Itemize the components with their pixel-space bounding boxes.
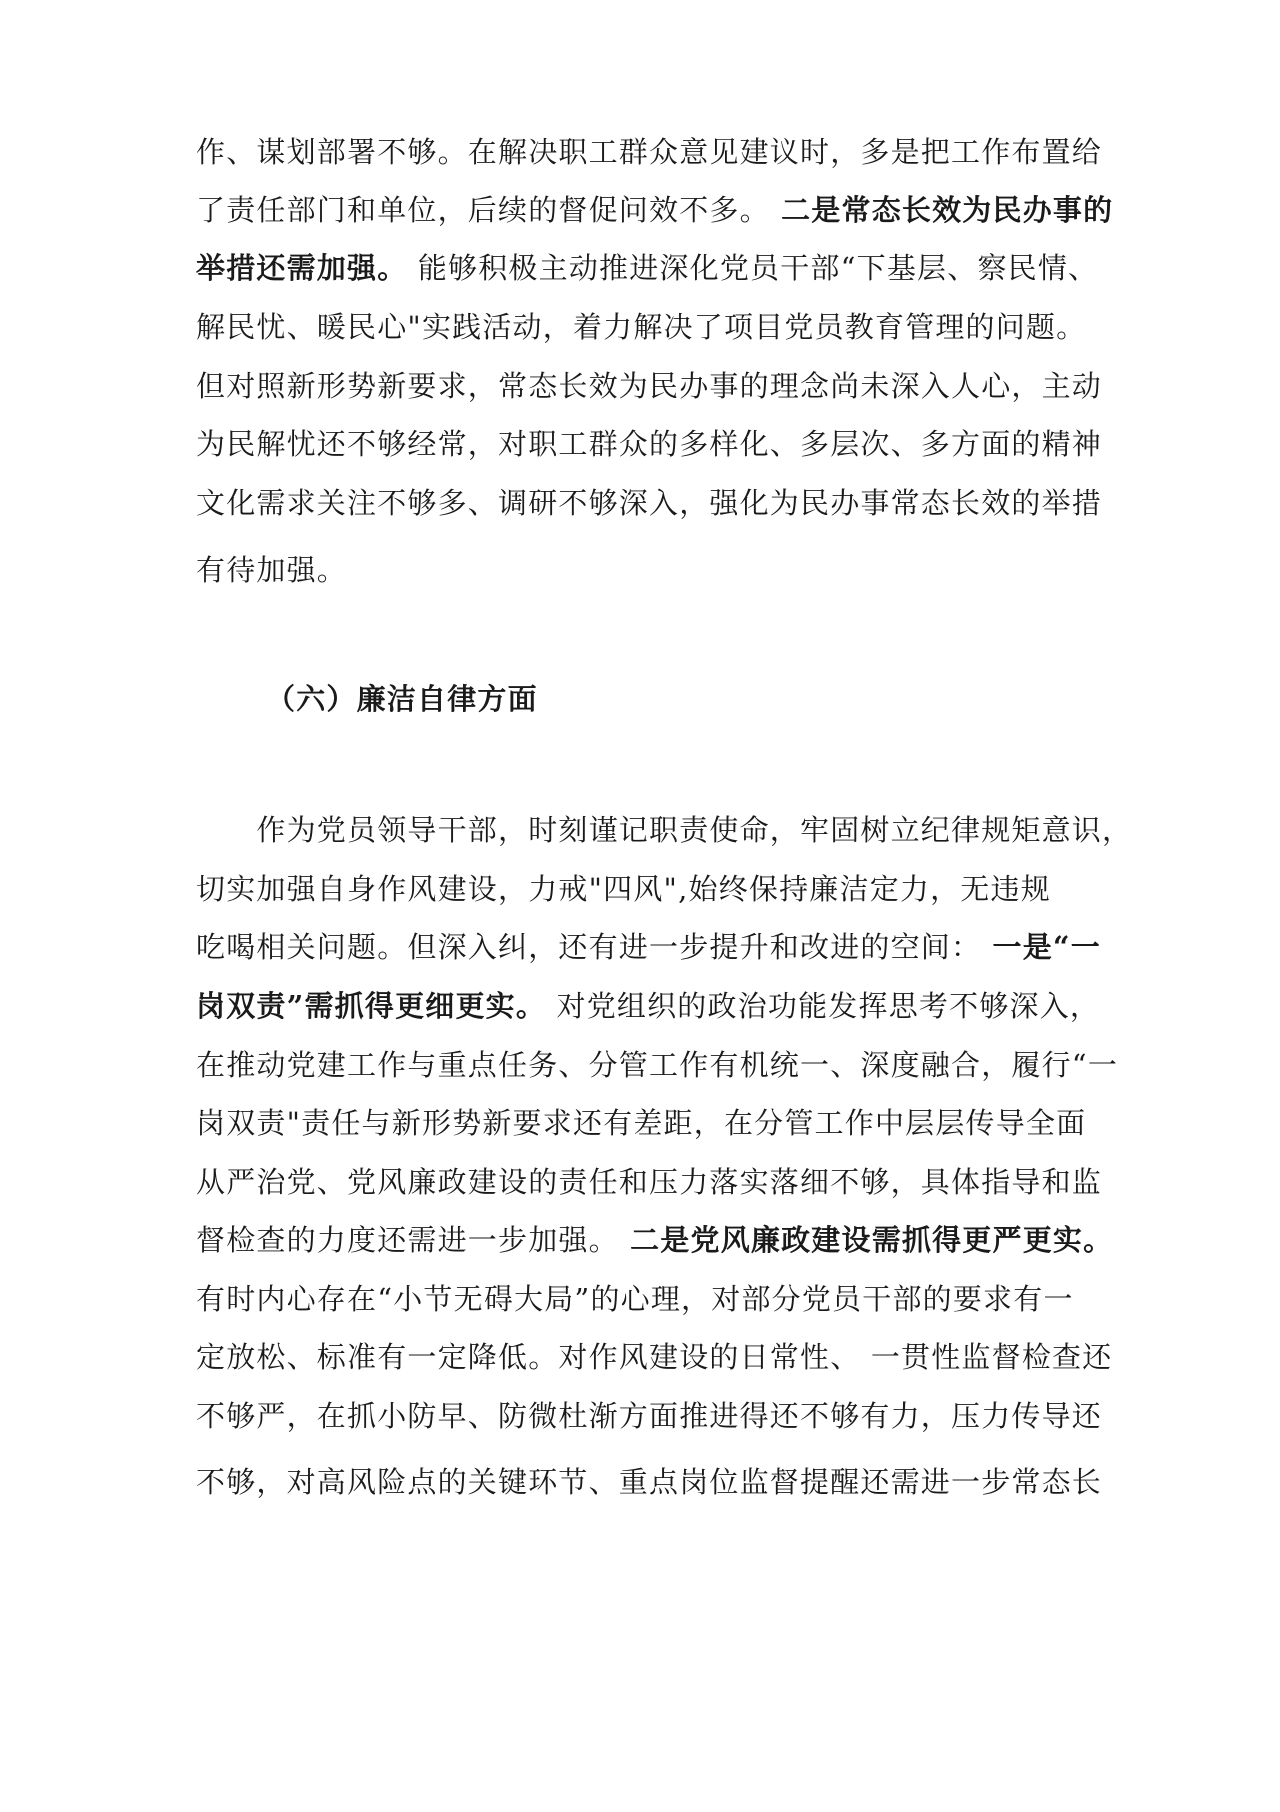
paragraph-line: 为民解忧还不够经常，对职工群众的多样化、多层次、多方面的精神 [196,427,1103,461]
paragraph-line: 切实加强自身作风建设，力戒"四风",始终保持廉洁定力，无违规 [196,872,1051,906]
paragraph-line: 不够，对高风险点的关键环节、重点岗位监督提醒还需进一步常态长 [196,1465,1103,1499]
paragraph-line: 举措还需加强。 能够积极主动推进深化党员干部“下基层、察民情、 [196,251,1099,285]
paragraph-line: 在推动党建工作与重点任务、分管工作有机统一、深度融合，履行“一 [196,1048,1119,1082]
paragraph-line: 岗双责"责任与新形势新要求还有差距，在分管工作中层层传导全面 [196,1106,1087,1140]
section-heading: （六）廉洁自律方面 [266,682,538,716]
bold-point: 二是常态长效为民办事的 [769,193,1114,227]
bold-point: 举措还需加强。 [196,251,408,285]
paragraph-line: 有时内心存在“小节无碍大局”的心理，对部分党员干部的要求有一 [196,1282,1074,1316]
paragraph-line: 从严治党、党风廉政建设的责任和压力落实落细不够，具体指导和监 [196,1165,1103,1199]
bold-point: 一是“一 [981,930,1101,964]
paragraph-line: 了责任部门和单位，后续的督促问效不多。 二是常态长效为民办事的 [196,193,1114,227]
paragraph-line: 作为党员领导干部，时刻谨记职责使命，牢固树立纪律规矩意识， [196,813,1133,847]
paragraph-line: 吃喝相关问题。但深入纠，还有进一步提升和改进的空间： 一是“一 [196,930,1101,964]
paragraph-line: 解民忧、暖民心"实践活动，着力解决了项目党员教育管理的问题。 [196,310,1087,344]
paragraph-line: 不够严，在抓小防早、防微杜渐方面推进得还不够有力，压力传导还 [196,1399,1103,1433]
paragraph-line: 督检查的力度还需进一步加强。 二是党风廉政建设需抓得更严更实。 [196,1223,1114,1257]
paragraph-line: 作、谋划部署不够。在解决职工群众意见建议时，多是把工作布置给 [196,135,1103,169]
paragraph-line: 岗双责”需抓得更细更实。 对党组织的政治功能发挥思考不够深入， [196,989,1101,1023]
paragraph-line: 但对照新形势新要求，常态长效为民办事的理念尚未深入人心，主动 [196,369,1103,403]
bold-point: 二是党风廉政建设需抓得更严更实。 [618,1223,1114,1257]
paragraph-line: 有待加强。 [196,553,348,587]
paragraph-line: 文化需求关注不够多、调研不够深入，强化为民办事常态长效的举措 [196,486,1103,520]
bold-point: 岗双责”需抓得更细更实。 [196,989,547,1023]
paragraph-line: 定放松、标准有一定降低。对作风建设的日常性、 一贯性监督检查还 [196,1340,1113,1374]
